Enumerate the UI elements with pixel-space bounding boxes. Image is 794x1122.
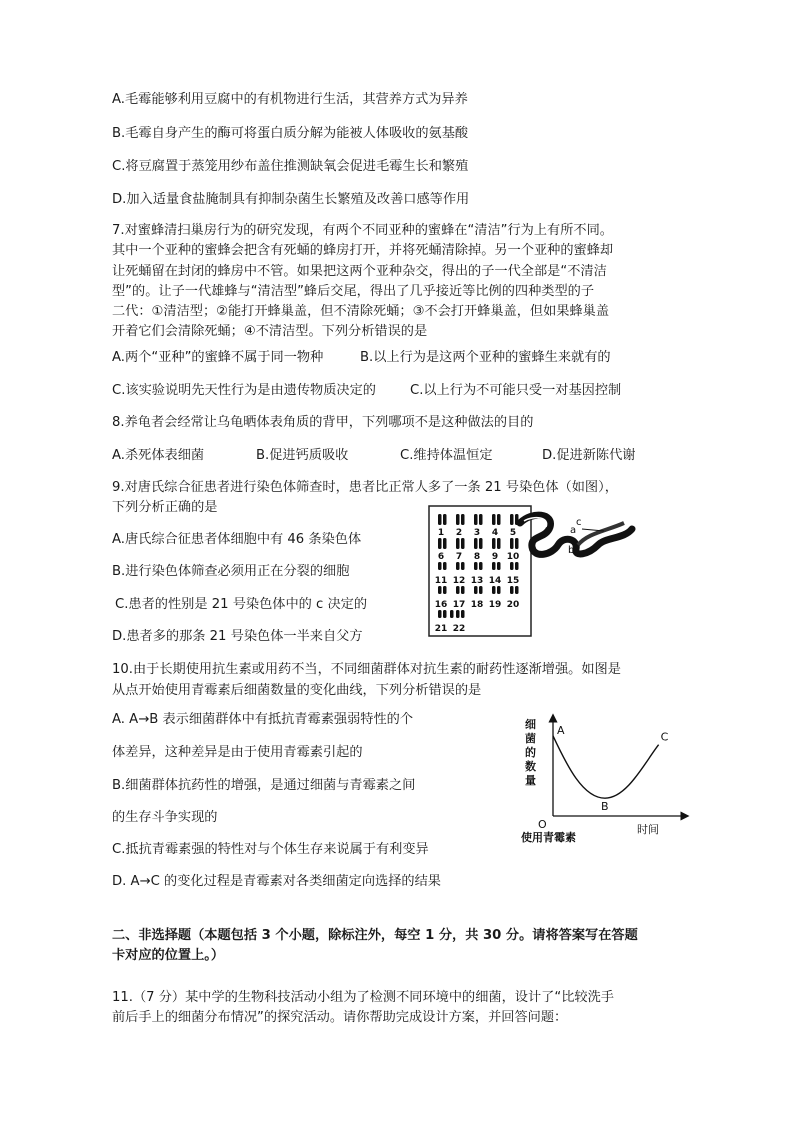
q8-stem: 8.养龟者会经常让乌龟晒体表角质的背甲，下列哪项不是这种做法的目的: [112, 415, 534, 430]
chromosome-number-17: 17: [452, 600, 466, 610]
chromosome-number-19: 19: [488, 600, 502, 610]
extra-chromosome-21: [450, 610, 454, 618]
chromosome-number-16: 16: [434, 600, 448, 610]
label-c: c: [576, 517, 582, 528]
chromosome-number-2: 2: [455, 528, 463, 538]
q11-stem-line-1: 11.（7 分）某中学的生物科技活动小组为了检测不同环境中的细菌，设计了“比较洗手: [112, 990, 614, 1005]
q9-option-d: D.患者多的那条 21 号染色体一半来自父方: [112, 629, 363, 644]
chromosome-number-7: 7: [455, 552, 463, 562]
q10-option-d: D. A→C 的变化过程是青霉素对各类细菌定向选择的结果: [112, 874, 441, 889]
chromosome-number-12: 12: [452, 576, 466, 586]
chromosome-number-6: 6: [437, 552, 445, 562]
chromosome-number-18: 18: [470, 600, 484, 610]
q9-option-a: A.唐氏综合征患者体细胞中有 46 条染色体: [112, 532, 362, 547]
q7-stem-line-4: 型”的。让子一代雄蜂与“清洁型”蜂后交尾，得出了几乎接近等比例的四种类型的子: [112, 284, 595, 299]
karyotype-figure: [428, 505, 644, 639]
point-label-a: A: [557, 723, 565, 737]
q10-option-c: C.抵抗青霉素强的特性对与个体生存来说属于有利变异: [112, 842, 429, 857]
q9-stem-line-2: 下列分析正确的是: [112, 500, 218, 515]
point-label-b: B: [601, 800, 609, 814]
y-axis-label-char: 菌: [525, 732, 536, 745]
chromosome-number-14: 14: [488, 576, 502, 586]
y-axis-label-char: 数: [525, 760, 536, 773]
q11-stem-line-2: 前后手上的细菌分布情况”的探究活动。请你帮助完成设计方案，并回答问题：: [112, 1010, 568, 1025]
label-b: b: [568, 545, 575, 556]
y-axis-label-char: 的: [525, 746, 536, 759]
q10-stem-line-1: 10.由于长期使用抗生素或用药不当，不同细菌群体对抗生素的耐药性逐渐增强。如图是: [112, 662, 621, 677]
chromosome-number-4: 4: [491, 528, 499, 538]
q7-stem-line-2: 其中一个亚种的蜜蜂会把含有死蛹的蜂房打开，并将死蛹清除掉。另一个亚种的蜜蜂却: [112, 243, 614, 258]
q7-option-b: B.以上行为是这两个亚种的蜜蜂生来就有的: [360, 350, 611, 365]
q7-option-d: C.以上行为不可能只受一对基因控制: [410, 383, 622, 398]
q8-option-c: C.维持体温恒定: [400, 448, 493, 463]
y-axis-label-char: 量: [525, 774, 536, 787]
q6-option-d: D.加入适量食盐腌制具有抑制杂菌生长繁殖及改善口感等作用: [112, 192, 470, 207]
start-label: 使用青霉素: [521, 831, 576, 844]
q9-option-c: C.患者的性别是 21 号染色体中的 c 决定的: [115, 597, 368, 612]
section2-heading-line-1: 二、非选择题（本题包括 3 个小题，除标注外，每空 1 分，共 30 分。请将答案写在答题: [112, 928, 638, 943]
q9-stem-line-1: 9.对唐氏综合征患者进行染色体筛查时，患者比正常人多了一条 21 号染色体（如图），: [112, 480, 618, 495]
q8-option-d: D.促进新陈代谢: [542, 448, 636, 463]
chromosome-number-13: 13: [470, 576, 484, 586]
q9-option-b: B.进行染色体筛查必须用正在分裂的细胞: [112, 564, 350, 579]
svg-text:细菌的数量: [525, 717, 536, 787]
q7-option-c: C.该实验说明先天性行为是由遗传物质决定的: [112, 383, 376, 398]
chromosome-number-15: 15: [506, 576, 520, 586]
chromosome-number-1: 1: [437, 528, 445, 538]
chromosome-number-9: 9: [491, 552, 499, 562]
label-a: a: [570, 525, 577, 536]
bacteria-curve: [553, 736, 659, 798]
y-axis-label: [525, 717, 536, 787]
q7-stem-line-5: 二代：①清洁型；②能打开蜂巢盖，但不清除死蛹；③不会打开蜂巢盖，但如果蜂巢盖: [112, 304, 610, 319]
q6-option-a: A.毛霉能够利用豆腐中的有机物进行生活，其营养方式为异养: [112, 92, 468, 107]
section2-heading-line-2: 卡对应的位置上。）: [112, 948, 225, 963]
origin-label: O: [538, 818, 547, 831]
chromosome-number-3: 3: [473, 528, 481, 538]
q7-option-a: A.两个“亚种”的蜜蜂不属于同一物种: [112, 350, 324, 365]
chromosome-number-20: 20: [506, 600, 520, 610]
q6-option-b: B.毛霉自身产生的酶可将蛋白质分解为能被人体吸收的氨基酸: [112, 126, 469, 141]
chromosome-number-21: 21: [434, 624, 448, 634]
chromosome-number-5: 5: [509, 528, 517, 538]
y-axis-label-char: 细: [525, 718, 536, 731]
chromosome-number-8: 8: [473, 552, 481, 562]
q7-stem-line-3: 让死蛹留在封闭的蜂房中不管。如果把这两个亚种杂交，得出的子一代全部是“不清洁: [112, 264, 607, 279]
bacteria-chart: [505, 710, 695, 845]
q7-stem-line-1: 7.对蜜蜂清扫巢房行为的研究发现，有两个不同亚种的蜜蜂在“清洁”行为上有所不同。: [112, 223, 613, 238]
q10-option-a-line-1: A. A→B 表示细菌群体中有抵抗青霉素强弱特性的个: [112, 712, 414, 727]
chromosome-number-10: 10: [506, 552, 520, 562]
chromosome-number-22: 22: [452, 624, 466, 634]
q6-option-c: C.将豆腐置于蒸笼用纱布盖住推测缺氧会促进毛霉生长和繁殖: [112, 159, 469, 174]
chromosome-number-11: 11: [434, 576, 448, 586]
q7-stem-line-6: 开着它们会清除死蛹；④不清洁型。下列分析错误的是: [112, 324, 428, 339]
q10-option-b-line-1: B.细菌群体抗药性的增强，是通过细菌与青霉素之间: [112, 778, 416, 793]
q10-option-a-line-2: 体差异，这种差异是由于使用青霉素引起的: [112, 745, 363, 760]
point-label-c: C: [660, 730, 669, 744]
q10-stem-line-2: 从点开始使用青霉素后细菌数量的变化曲线，下列分析错误的是: [112, 683, 482, 698]
point-labels: [557, 724, 669, 813]
q10-option-b-line-2: 的生存斗争实现的: [112, 810, 218, 825]
q8-option-a: A.杀死体表细菌: [112, 448, 205, 463]
q8-option-b: B.促进钙质吸收: [256, 448, 349, 463]
x-axis-label: 时间: [637, 823, 659, 836]
